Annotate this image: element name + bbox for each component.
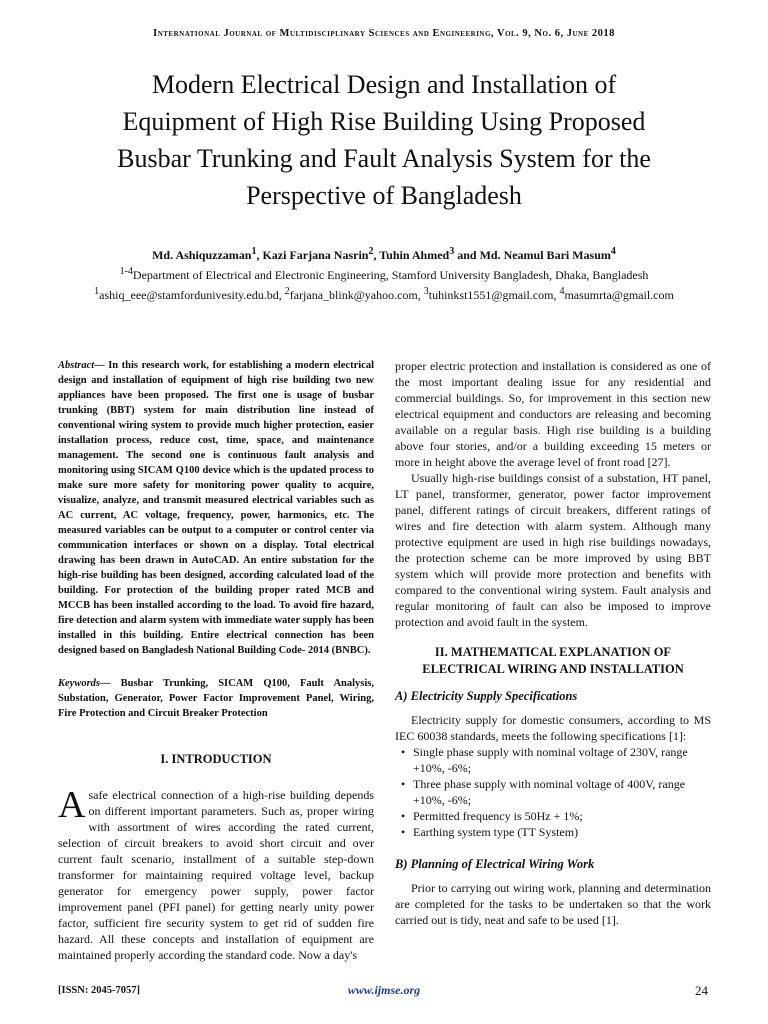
title-line: Equipment of High Rise Building Using Proposed <box>122 107 646 136</box>
author-sup: 3 <box>449 246 455 257</box>
author-sup: 2 <box>368 246 374 257</box>
author-sup: 1 <box>251 246 257 257</box>
email-sup: 1 <box>94 286 100 297</box>
author-name: Md. Ashiquzzaman <box>152 248 252 262</box>
list-item <box>401 808 711 824</box>
email-link[interactable]: farjana_blink@yahoo.com <box>289 288 418 302</box>
keywords-label: Keywords <box>58 678 100 689</box>
author-name: Tuhin Ahmed <box>379 248 450 262</box>
subheading-supply-specs: A) Electricity Supply Specifications <box>395 689 578 703</box>
separator: , <box>373 248 380 262</box>
running-head: International Journal of Multidisciplinary Sciences and Engineering, Vol. 9, No. 6, June 2018 <box>153 28 615 39</box>
email-list <box>20 286 748 303</box>
intro-paragraph <box>58 784 374 963</box>
body-paragraph: Electricity supply for domestic consumers, according to MS IEC 60038 standards, meets the following specifications [1]: <box>395 713 711 743</box>
spec-list <box>395 744 711 840</box>
paper-title <box>40 66 728 214</box>
bullet-icon: • <box>401 777 406 791</box>
abstract-text: In this research work, for establishing a modern electrical design and installation of equipment of high rise building two new appliances have been proposed. The first one is usage of busbar trunking (BBT) system for main distribution line instead of conventional wiring system to provide much higher protection, easier installation process, reduce cost, time, space, and maintenance management. The second one is continuous fault analysis and monitoring using SICAM Q100 device which is the updated process to make sure more safety for monitoring power quality to acquire, visualize, analyze, and transmit measured electrical variables such as AC current, AC voltage, frequency, power, harmonics, etc. The measured variables can be output to a computer or control center via communication interfaces or shown on a display. Total electrical drawing has been drawn in AutoCAD. An entire substation for the high-rise building has been designed, according calculated load of the building. For protection of the building proper rated MCB and MCCB has been installed according to the load. To avoid fire hazard, fire detection and alarm system with immediate water supply has been installed in this building. Entire electrical connection has been designed based on Bangladesh National Building Code- 2014 (BNBC). <box>58 360 374 656</box>
list-item-text: Earthing system type (TT System) <box>413 825 579 839</box>
separator: , <box>278 288 285 302</box>
section-heading-introduction: I. INTRODUCTION <box>160 752 272 766</box>
keywords <box>58 676 374 721</box>
subheading-wiring-planning: B) Planning of Electrical Wiring Work <box>395 857 595 871</box>
body-paragraph: Usually high-rise buildings consist of a substation, HT panel, LT panel, transformer, generator, power factor improvement panel, different ratings of circuit breakers, different ratings of wires and fire detection with alarm system. Although many protective equipment are used in high rise buildings nowadays, the protection scheme can be more improved by using BBT system which will provide more protection and benefits with compared to the conventional wiring system. Fault analysis and regular monitoring of fault can also be imposed to improve protection and avoid fault in the system. <box>395 471 711 629</box>
keywords-dash: — <box>100 678 121 689</box>
email-link[interactable]: masumrta@gmail.com <box>564 288 674 302</box>
intro-text: safe electrical connection of a high-rise building depends on different important parameters. Such as, proper wiring with assortment of wires according the rated current, selection of circuit breakers to avoid short circuit and over current fault scenario, installment of a suitable step-down transformer for maintaining required voltage level, backup generator for emergency power supply, power factor improvement panel (PFI panel) for getting nearly unity power factor, sufficient fire security system to get rid of sudden fire hazard. All these concepts and installation of equipment are maintained properly according the standard code. Now a day's <box>58 788 374 962</box>
author-name: Kazi Farjana Nasrin <box>262 248 369 262</box>
title-line: Perspective of Bangladesh <box>246 181 522 210</box>
separator: and <box>454 248 480 262</box>
email-sup: 4 <box>559 286 565 297</box>
author-list <box>20 246 748 263</box>
section-heading-mathematical <box>395 644 711 678</box>
list-item-text: Single phase supply with nominal voltage of 230V, range +10%, -6%; <box>413 745 688 775</box>
author-sup: 4 <box>610 246 616 257</box>
heading-line: II. MATHEMATICAL EXPLANATION OF <box>434 645 672 659</box>
separator: , <box>553 288 560 302</box>
footer-website-link[interactable]: www.ijmse.org <box>347 983 421 997</box>
list-item-text: Permitted frequency is 50Hz + 1%; <box>413 809 583 823</box>
email-sup: 2 <box>284 286 290 297</box>
list-item <box>401 776 711 808</box>
author-name: Md. Neamul Bari Masum <box>479 248 611 262</box>
right-column <box>395 358 711 928</box>
abstract <box>58 358 374 658</box>
heading-line: ELECTRICAL WIRING AND INSTALLATION <box>422 662 684 676</box>
page-number: 24 <box>695 983 708 998</box>
list-item <box>401 744 711 776</box>
affiliation-sup: 1-4 <box>119 266 133 277</box>
left-column <box>58 358 374 963</box>
separator: , <box>417 288 424 302</box>
email-link[interactable]: ashiq_eee@stamfordunivesity.edu.bd <box>99 288 279 302</box>
list-item-text: Three phase supply with nominal voltage of 400V, range +10%, -6%; <box>413 777 686 807</box>
affiliation-text: Department of Electrical and Electronic Engineering, Stamford University Bangladesh, Dhaka, Bangladesh <box>132 268 649 282</box>
title-line: Modern Electrical Design and Installation of <box>151 70 617 99</box>
email-link[interactable]: tuhinkst1551@gmail.com <box>428 288 554 302</box>
bullet-icon: • <box>401 809 406 823</box>
abstract-dash: — <box>94 360 109 371</box>
bullet-icon: • <box>401 825 406 839</box>
body-paragraph: Prior to carrying out wiring work, planning and determination are completed for the tasks to be undertaken so that the work carried out is tidy, neat and safe to be used [1]. <box>395 881 711 927</box>
affiliation <box>20 266 748 283</box>
email-sup: 3 <box>423 286 429 297</box>
body-paragraph: proper electric protection and installation is considered as one of the most important dealing issue for any residential and commercial buildings. So, for improvement in this section new electrical equipment and conductors are releasing and becoming available on a regular basis. High rise building is a building above four stories, and/or a building exceeding 15 meters or more in height above the average level of front road [27]. <box>395 359 711 469</box>
abstract-label: Abstract <box>58 360 95 371</box>
title-line: Busbar Trunking and Fault Analysis System for the <box>117 144 651 173</box>
separator: , <box>256 248 263 262</box>
footer-issn: [ISSN: 2045-7057] <box>58 985 140 996</box>
bullet-icon: • <box>401 745 406 759</box>
drop-cap: A <box>58 784 86 826</box>
list-item <box>401 824 711 840</box>
keywords-text: Busbar Trunking, SICAM Q100, Fault Analysis, Substation, Generator, Power Factor Improvement Panel, Wiring, Fire Protection and Circuit Breaker Protection <box>58 678 374 719</box>
